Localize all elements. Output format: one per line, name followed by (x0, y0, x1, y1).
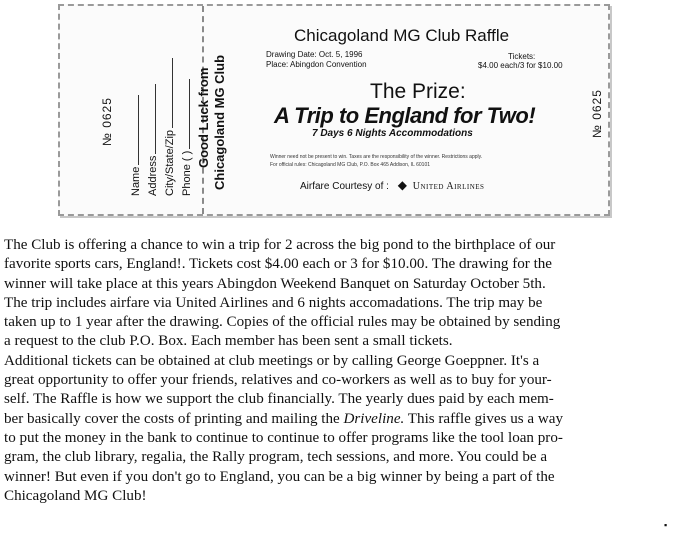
stub-phone-field: Phone ( ) (181, 79, 193, 196)
stub-name-field: Name (130, 95, 142, 196)
article-line: Chicagoland MG Club! (4, 487, 147, 504)
prize-trip: A Trip to England for Two! (274, 103, 536, 128)
article-line: to put the money in the bank to continue to continue to offer programs like the tool loan pro- (4, 429, 563, 446)
article-line: great opportunity to offer your friends, relatives and co-workers as well as to buy for your- (4, 372, 552, 389)
stub-address-field: Address (147, 84, 159, 196)
fine-print-2: For official rules: Chicagoland MG Club, P.O. Box 465 Addison, IL 60101 (270, 162, 430, 168)
article-line: Additional tickets can be obtained at club meetings or by calling George Goeppner. It's a (4, 352, 540, 369)
stub-ticket-number: № 0625 (100, 97, 114, 146)
article-line: gram, the club library, regalia, the Rally program, tech sessions, and more. You could be a (4, 449, 548, 466)
airfare-line (300, 178, 484, 192)
good-luck-line1: Good Luck from (196, 67, 211, 168)
fine-print-1: Winner need not be present to win. Taxes are the responsibility of the winner. Restrictions apply. (270, 154, 483, 160)
article-line-driveline: ber basically cover the costs of printing and mailing the Driveline. This raffle gives us a way (4, 410, 564, 427)
corner-mark-icon: ▪ (664, 520, 668, 530)
article-line: self. The Raffle is how we support the club financially. The yearly dues paid by each mem- (4, 391, 554, 408)
article-line: winner will take place at this years Abingdon Weekend Banquet on Saturday October 5th. (4, 275, 546, 292)
airline-name: United Airlines (412, 181, 485, 192)
drawing-place: Place: Abingdon Convention (266, 60, 367, 69)
good-luck-line2: Chicagoland MG Club (212, 54, 227, 190)
raffle-ticket (58, 4, 610, 216)
ticket-number-right: № 0625 (590, 89, 604, 138)
raffle-title: Chicagoland MG Club Raffle (294, 26, 510, 45)
tickets-price: $4.00 each/3 for $10.00 (478, 61, 563, 70)
article-line: favorite sports cars, England!. Tickets cost $4.00 each or 3 for $10.00. The drawing for the (4, 256, 553, 273)
article-line: a request to the club P.O. Box. Each member has been sent a small tickets. (4, 333, 453, 350)
drawing-date: Drawing Date: Oct. 5, 1996 (266, 50, 363, 59)
article-line: The trip includes airfare via United Airlines and 6 nights accomadations. The trip may be (4, 294, 543, 311)
airline-logo-icon: ◆ (397, 178, 407, 192)
driveline-title: Driveline. (343, 410, 405, 427)
article-body (4, 236, 680, 506)
tickets-label: Tickets: (508, 52, 536, 61)
article-line: winner! But even if you don't go to England, you can be a big winner by being a part of the (4, 468, 555, 485)
article-line: The Club is offering a chance to win a trip for 2 across the big pond to the birthplace of our (4, 237, 556, 253)
article-line: taken up to 1 year after the drawing. Copies of the official rules may be obtained by sending (4, 314, 561, 331)
prize-heading: The Prize: (370, 80, 466, 103)
airfare-label: Airfare Courtesy of : (300, 181, 389, 192)
stub-city-field: City/State/Zip (164, 58, 176, 196)
prize-days: 7 Days 6 Nights Accommodations (312, 128, 473, 139)
